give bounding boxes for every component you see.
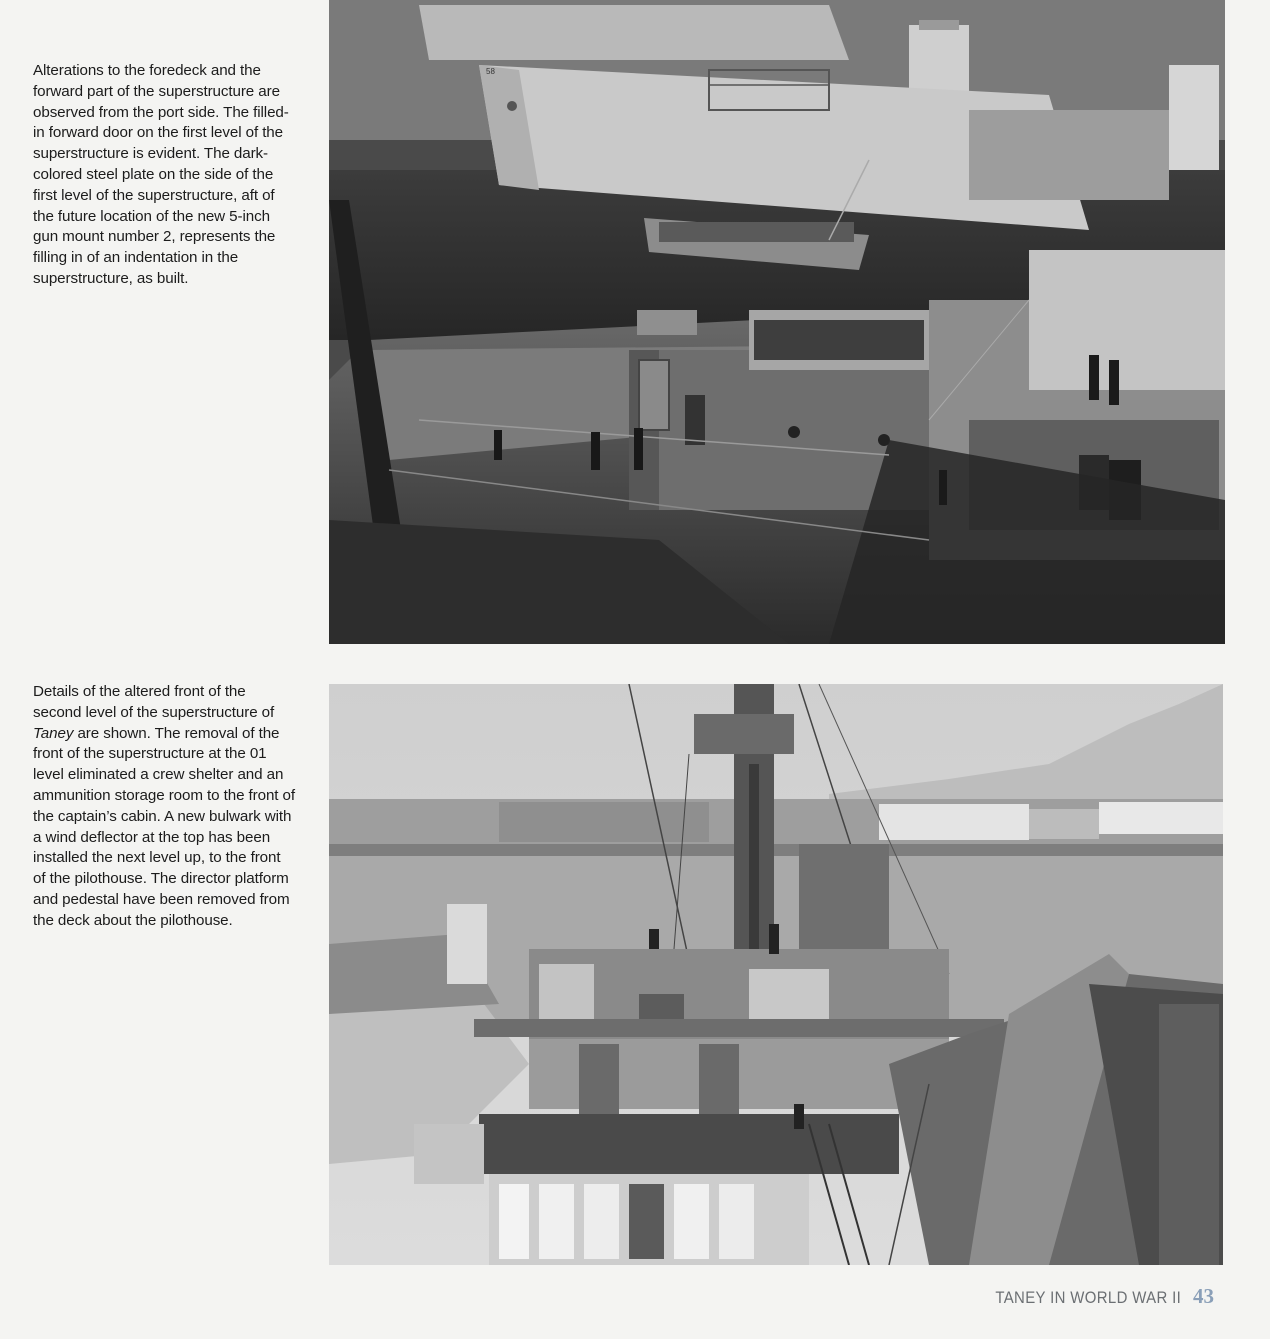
caption-2-text-after: are shown. The removal of the front of the superstructure at the 01 level eliminated a crew shelter and an ammunition storage room to the front of the captain’s cabin. A new bulwark with a wind deflector at the top has been installed the next level up, to the front of the pilothouse. The director platform and pedestal have been removed from the deck about the pilothouse.	[33, 724, 296, 929]
photo-foredeck-illustration	[329, 0, 1225, 644]
hull-number: 58	[486, 67, 495, 76]
page-number: 43	[1193, 1284, 1214, 1308]
page-footer	[970, 1284, 1214, 1309]
caption-2-text-before: Details of the altered front of the second level of the superstructure of	[33, 683, 275, 721]
caption-photo-1: Alterations to the foredeck and the forward part of the superstructure are observed from the port side. The filled-in forward door on the first level of the superstructure is evident. The dark-colored steel plate on the side of the first level of the superstructure, aft of the future location of the new 5-inch gun mount number 2, represents the filling in of an indentation in the superstructure, as built.	[33, 62, 289, 287]
caption-photo-2	[33, 682, 295, 932]
photo-superstructure-front	[329, 684, 1223, 1265]
ship-name: Taney	[33, 724, 74, 742]
photo-superstructure-illustration	[329, 684, 1223, 1265]
running-head: TANEY IN WORLD WAR II	[995, 1288, 1181, 1307]
photo-foredeck-port-side	[329, 0, 1225, 644]
